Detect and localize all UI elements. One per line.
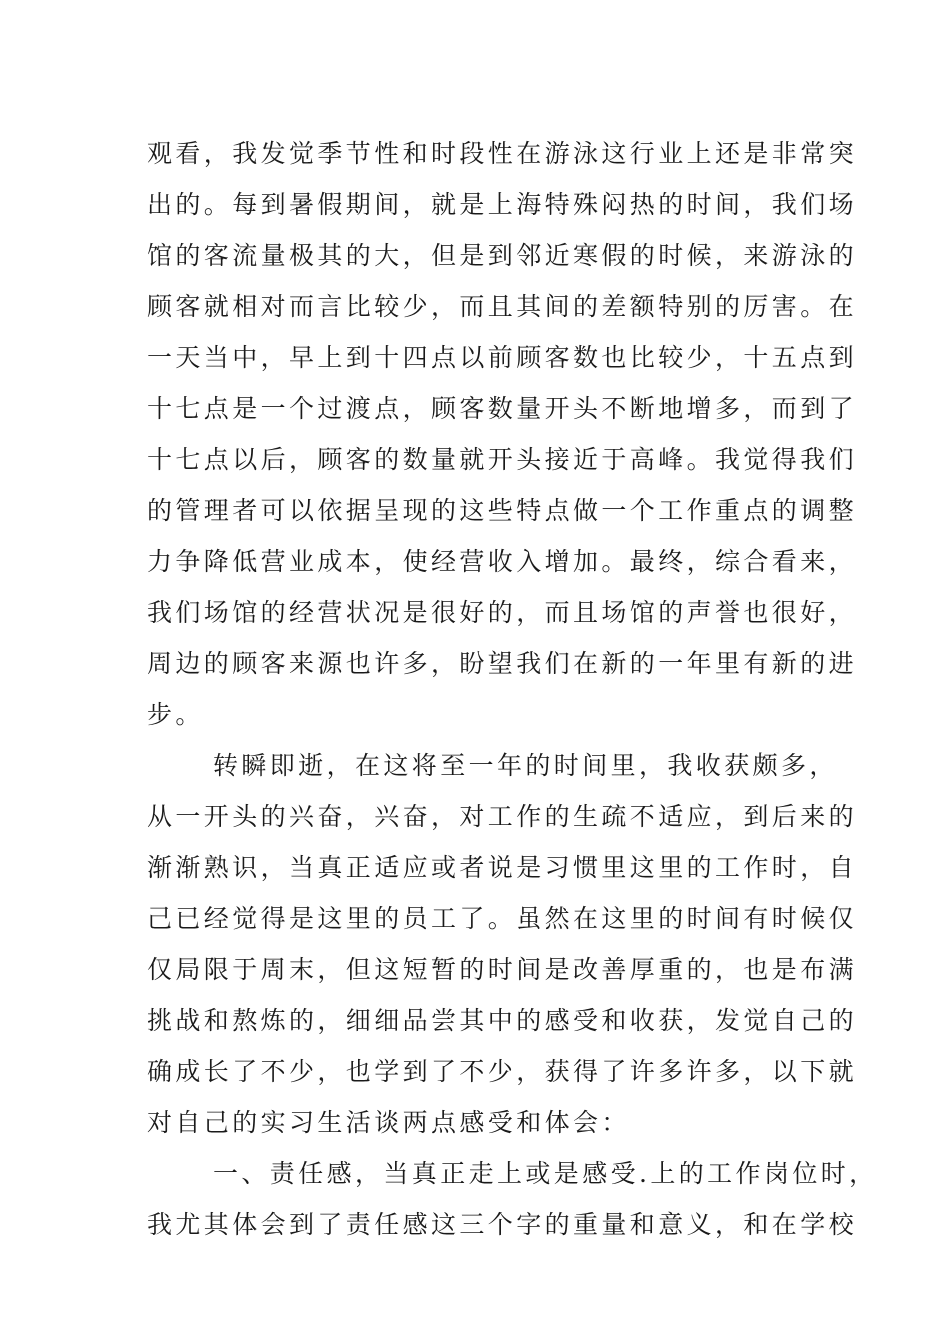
text-line: 观看，我发觉季节性和时段性在游泳这行业上还是非常突: [147, 139, 858, 168]
text-line: 十七点以后，顾客的数量就开头接近于高峰。我觉得我们: [147, 445, 858, 474]
text-line: 出的。每到暑假期间，就是上海特殊闷热的时间，我们场: [147, 190, 858, 219]
text-line: 步。: [147, 700, 204, 729]
text-line: 顾客就相对而言比较少，而且其间的差额特别的厉害。在: [147, 292, 858, 321]
text-line: 一天当中，早上到十四点以前顾客数也比较少，十五点到: [147, 343, 858, 372]
text-line: 的管理者可以依据呈现的这些特点做一个工作重点的调整: [147, 496, 858, 525]
paragraph-first-line: 转瞬即逝，在这将至一年的时间里，我收获颇多，: [213, 751, 838, 780]
text-line: 我们场馆的经营状况是很好的，而且场馆的声誉也很好，: [147, 598, 858, 627]
text-line: 确成长了不少，也学到了不少，获得了许多许多，以下就: [147, 1057, 858, 1086]
text-line: 对自己的实习生活谈两点感受和体会：: [147, 1108, 630, 1137]
text-line: 挑战和熬炼的，细细品尝其中的感受和收获，发觉自己的: [147, 1006, 858, 1035]
text-line: 己已经觉得是这里的员工了。虽然在这里的时间有时候仅: [147, 904, 858, 933]
text-line: 渐渐熟识，当真正适应或者说是习惯里这里的工作时，自: [147, 853, 858, 882]
text-line: 我尤其体会到了责任感这三个字的重量和意义，和在学校: [147, 1210, 858, 1239]
text-line: 力争降低营业成本，使经营收入增加。最终，综合看来，: [147, 547, 858, 576]
text-line: 馆的客流量极其的大，但是到邻近寒假的时候，来游泳的: [147, 241, 858, 270]
text-line: 从一开头的兴奋，兴奋，对工作的生疏不适应，到后来的: [147, 802, 858, 831]
text-line: 周边的顾客来源也许多，盼望我们在新的一年里有新的进: [147, 649, 858, 678]
text-line: 仅局限于周末，但这短暂的时间是改善厚重的，也是布满: [147, 955, 858, 984]
paragraph-first-line: 一、责任感，当真正走上或是感受.上的工作岗位时，: [213, 1159, 878, 1188]
text-line: 十七点是一个过渡点，顾客数量开头不断地增多，而到了: [147, 394, 858, 423]
